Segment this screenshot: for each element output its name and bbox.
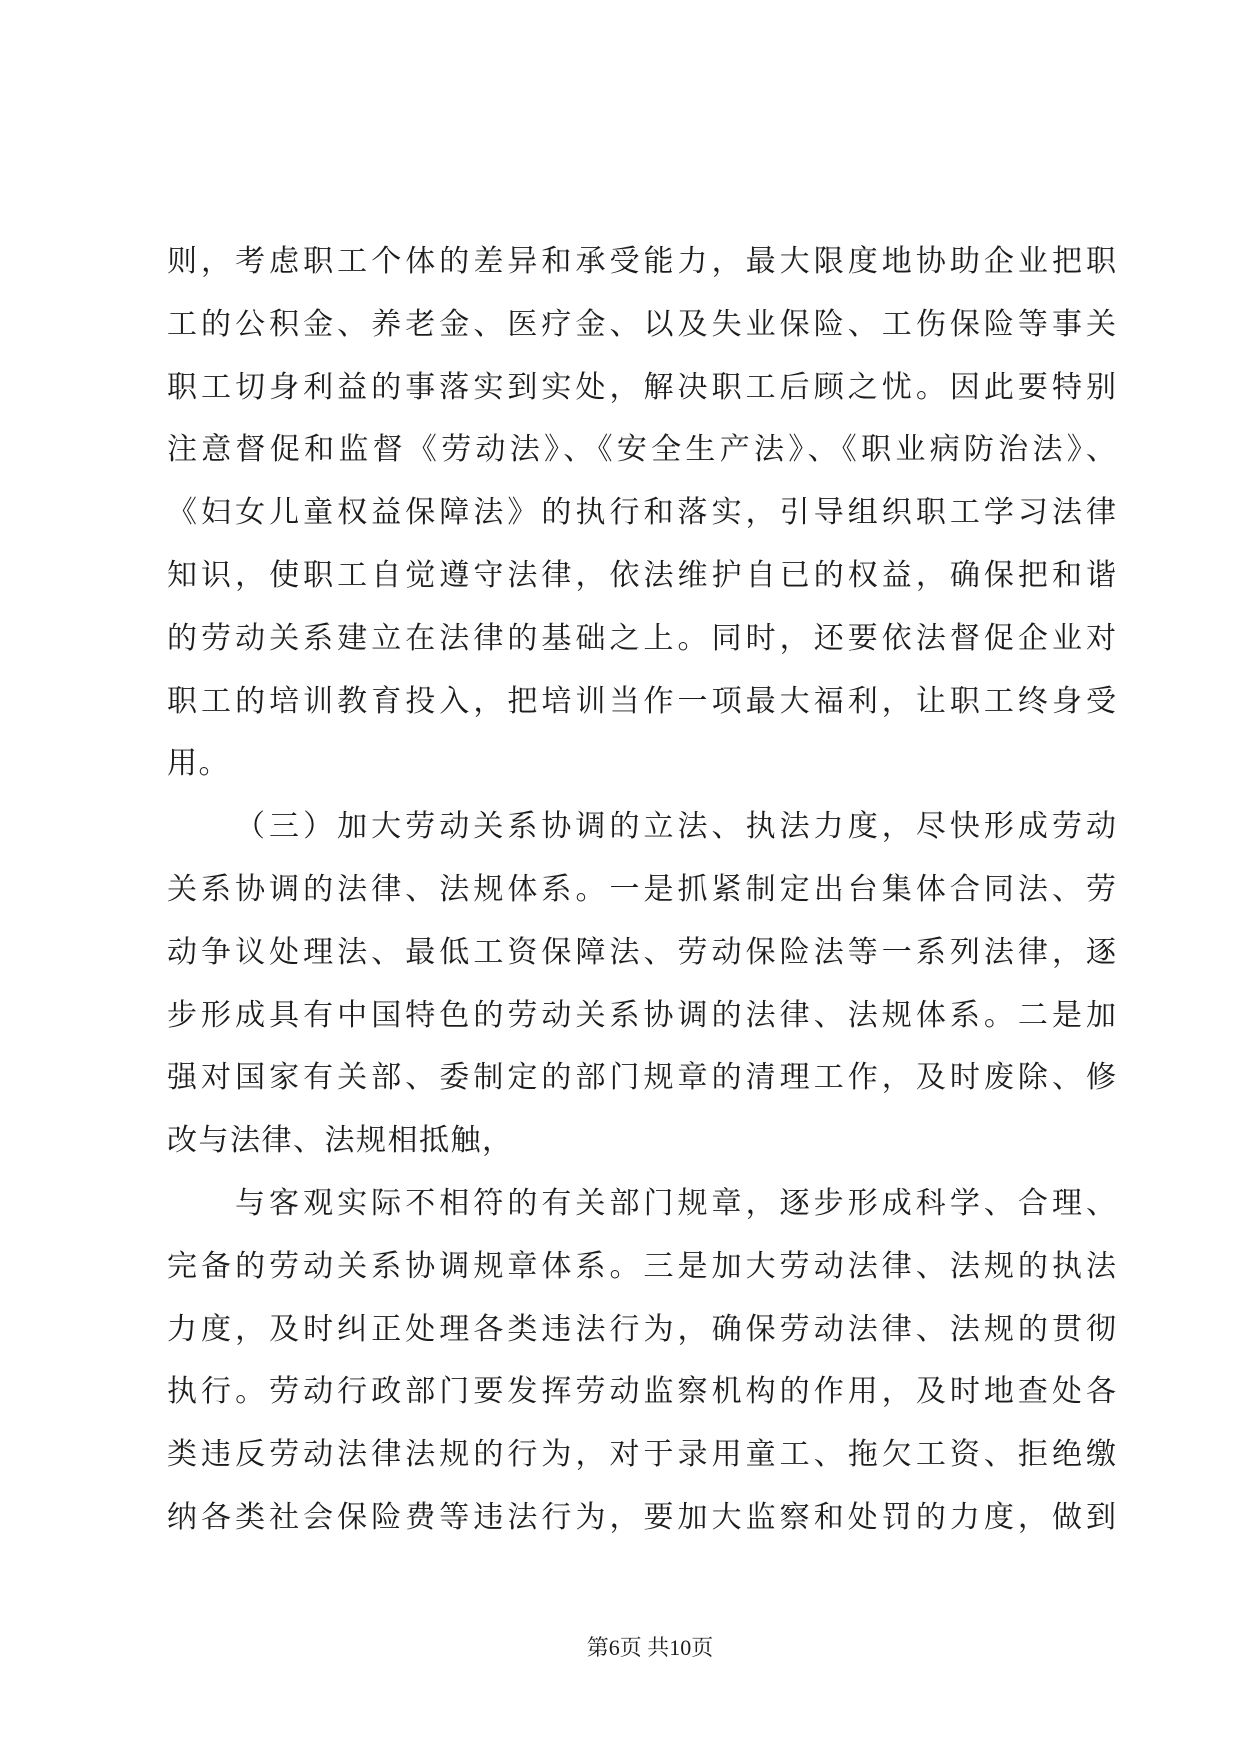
paragraph-line: 的劳动关系建立在法律的基础之上。同时，还要依法督促企业对	[167, 620, 1116, 656]
paragraph-line: 类违反劳动法律法规的行为，对于录用童工、拖欠工资、拒绝缴	[167, 1437, 1116, 1473]
paragraph-line: 完备的劳动关系协调规章体系。三是加大劳动法律、法规的执法	[167, 1248, 1116, 1284]
paragraph-line: 强对国家有关部、委制定的部门规章的清理工作，及时废除、修	[167, 1060, 1116, 1096]
paragraph-line: 执行。劳动行政部门要发挥劳动监察机构的作用，及时地查处各	[167, 1374, 1116, 1410]
paragraph-line: （三）加大劳动关系协调的立法、执法力度，尽快形成劳动	[235, 809, 1116, 845]
paragraph-line: 动争议处理法、最低工资保障法、劳动保险法等一系列法律，逐	[167, 934, 1116, 970]
paragraph-line: 注意督促和监督《劳动法》、《安全生产法》、《职业病防治法》、	[167, 432, 1116, 468]
paragraph-line: 知识，使职工自觉遵守法律，依法维护自已的权益，确保把和谐	[167, 557, 1116, 593]
paragraph-line: 工的公积金、养老金、医疗金、以及失业保险、工伤保险等事关	[167, 306, 1116, 342]
paragraph	[167, 231, 1116, 796]
paragraph-line: 与客观实际不相符的有关部门规章，逐步形成科学、合理、	[235, 1185, 1116, 1221]
paragraph-line: 改与法律、法规相抵触，	[167, 1123, 514, 1159]
paragraph-line: 用。	[167, 746, 230, 782]
paragraph-line: 力度，及时纠正处理各类违法行为，确保劳动法律、法规的贯彻	[167, 1311, 1116, 1347]
paragraph-line: 职工切身利益的事落实到实处，解决职工后顾之忧。因此要特别	[167, 369, 1116, 405]
paragraph-line: 职工的培训教育投入，把培训当作一项最大福利，让职工终身受	[167, 683, 1116, 719]
body-text	[167, 231, 1116, 1550]
paragraph-line: 《妇女儿童权益保障法》的执行和落实，引导组织职工学习法律	[167, 495, 1116, 531]
paragraph-line: 则，考虑职工个体的差异和承受能力，最大限度地协助企业把职	[167, 244, 1116, 279]
paragraph-line: 关系协调的法律、法规体系。一是抓紧制定出台集体合同法、劳	[167, 871, 1116, 907]
paragraph	[167, 796, 1116, 1173]
page-footer: 第6页 共10页	[586, 1635, 714, 1660]
paragraph-line: 纳各类社会保险费等违法行为，要加大监察和处罚的力度，做到	[167, 1499, 1116, 1535]
paragraph	[167, 1173, 1116, 1550]
paragraph-line: 步形成具有中国特色的劳动关系协调的法律、法规体系。二是加	[167, 997, 1116, 1033]
